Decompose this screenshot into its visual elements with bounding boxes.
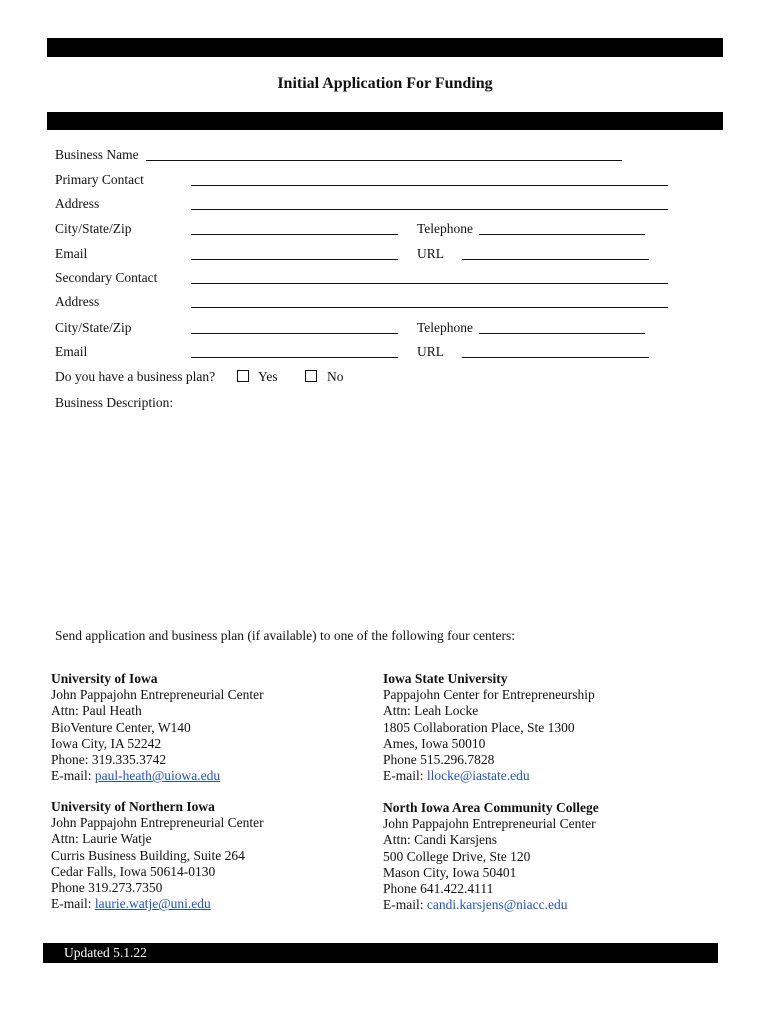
center-line: John Pappajohn Entrepreneurial Center xyxy=(51,815,264,831)
url-label-1: URL xyxy=(417,246,444,261)
business-name-label: Business Name xyxy=(55,147,139,162)
center-university-of-northern-iowa xyxy=(51,799,264,912)
email-link[interactable]: llocke@iastate.edu xyxy=(426,768,530,784)
business-plan-question: Do you have a business plan? xyxy=(55,369,216,384)
no-label: No xyxy=(327,369,344,384)
center-name: University of Northern Iowa xyxy=(51,799,215,814)
center-name: North Iowa Area Community College xyxy=(383,800,599,815)
center-line: Attn: Leah Locke xyxy=(383,703,479,719)
center-line: Iowa City, IA 52242 xyxy=(51,735,162,751)
center-line: 500 College Drive, Ste 120 xyxy=(383,848,531,864)
primary-contact-label: Primary Contact xyxy=(55,172,144,187)
center-line: BioVenture Center, W140 xyxy=(51,719,191,735)
secondary-contact-label: Secondary Contact xyxy=(55,270,158,285)
center-name: Iowa State University xyxy=(383,671,508,686)
center-line: Phone 641.422.4111 xyxy=(383,881,494,897)
url-label-2: URL xyxy=(417,344,444,359)
url-field-1[interactable] xyxy=(462,259,649,260)
email-label-1: Email xyxy=(55,246,88,261)
email-label-2: Email xyxy=(55,344,88,359)
email-label: E-mail: xyxy=(51,896,95,912)
business-description-label: Business Description: xyxy=(55,395,174,410)
center-line: Cedar Falls, Iowa 50614-0130 xyxy=(51,863,216,879)
no-checkbox[interactable] xyxy=(305,370,317,382)
footer-bar xyxy=(43,943,718,963)
center-line: John Pappajohn Entrepreneurial Center xyxy=(383,816,596,832)
city-state-zip-field-2[interactable] xyxy=(191,333,398,334)
center-line: Ames, Iowa 50010 xyxy=(383,735,486,751)
url-field-2[interactable] xyxy=(462,357,649,358)
email-label: E-mail: xyxy=(383,768,427,784)
updated-date: Updated 5.1.22 xyxy=(64,945,147,960)
address-label-2: Address xyxy=(55,294,100,309)
page-title: Initial Application For Funding xyxy=(277,75,493,92)
center-line: Pappajohn Center for Entrepreneurship xyxy=(383,687,595,703)
address-label-1: Address xyxy=(55,196,100,211)
center-line: Curris Business Building, Suite 264 xyxy=(51,847,245,863)
center-line: Phone 515.296.7828 xyxy=(383,752,495,768)
email-label: E-mail: xyxy=(383,897,427,913)
center-line: Phone 319.273.7350 xyxy=(51,880,163,896)
telephone-field-2[interactable] xyxy=(479,333,645,334)
telephone-label-2: Telephone xyxy=(417,320,474,335)
secondary-contact-field[interactable] xyxy=(191,283,668,284)
center-line: Attn: Candi Karsjens xyxy=(383,832,497,848)
city-state-zip-label-2: City/State/Zip xyxy=(55,320,132,335)
top-bar xyxy=(47,38,723,57)
address-field-1[interactable] xyxy=(191,209,668,210)
telephone-label-1: Telephone xyxy=(417,221,474,236)
email-label: E-mail: xyxy=(51,768,95,784)
center-university-of-iowa xyxy=(51,671,264,784)
telephone-field-1[interactable] xyxy=(479,234,645,235)
title-divider-bar xyxy=(47,112,723,130)
center-line: Mason City, Iowa 50401 xyxy=(383,864,517,880)
yes-label: Yes xyxy=(258,369,278,384)
email-field-2[interactable] xyxy=(191,357,398,358)
yes-checkbox[interactable] xyxy=(237,370,249,382)
center-line: Attn: Laurie Watje xyxy=(51,831,152,847)
send-instructions: Send application and business plan (if available) to one of the following four centers: xyxy=(55,628,515,643)
business-description-area[interactable] xyxy=(55,415,715,615)
email-field-1[interactable] xyxy=(191,259,398,260)
center-iowa-state-university xyxy=(383,671,595,784)
center-line: Phone: 319.335.3742 xyxy=(51,752,167,768)
center-line: John Pappajohn Entrepreneurial Center xyxy=(51,687,264,703)
center-line: 1805 Collaboration Place, Ste 1300 xyxy=(383,719,575,735)
center-line: Attn: Paul Heath xyxy=(51,703,142,719)
address-field-2[interactable] xyxy=(191,307,668,308)
city-state-zip-label-1: City/State/Zip xyxy=(55,221,132,236)
city-state-zip-field-1[interactable] xyxy=(191,234,398,235)
center-name: University of Iowa xyxy=(51,671,158,686)
email-link[interactable]: laurie.watje@uni.edu xyxy=(94,896,211,912)
center-niacc xyxy=(383,800,599,913)
business-name-field[interactable] xyxy=(146,160,622,161)
email-link[interactable]: candi.karsjens@niacc.edu xyxy=(426,897,568,913)
primary-contact-field[interactable] xyxy=(191,185,668,186)
email-link[interactable]: paul-heath@uiowa.edu xyxy=(94,768,221,784)
